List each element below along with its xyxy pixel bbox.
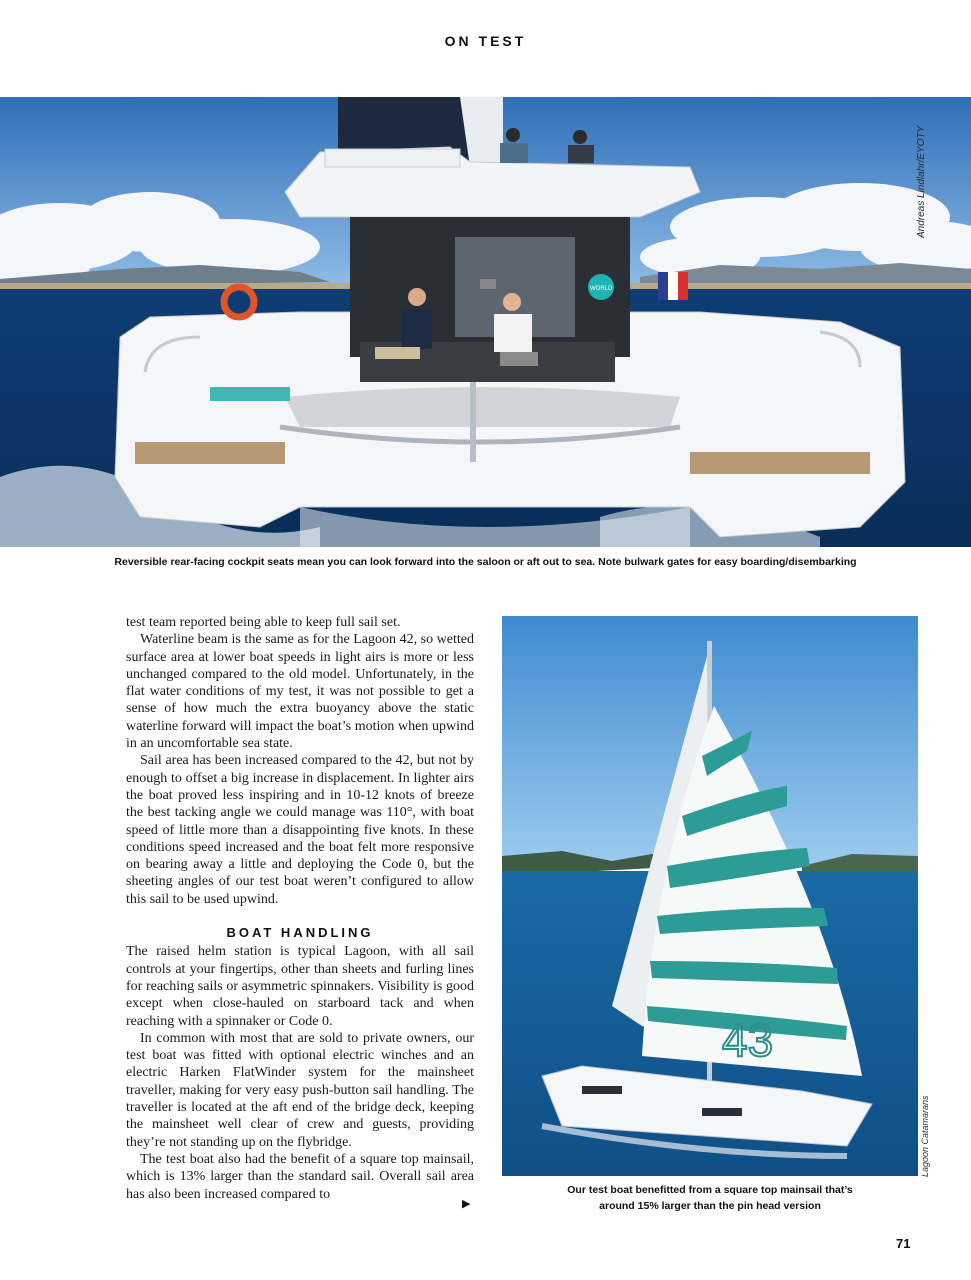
article-paragraph: test team reported being able to keep full sail set. xyxy=(126,615,401,630)
subhead-boat-handling: BOAT HANDLING xyxy=(226,925,374,941)
side-photo-credit: Lagoon Catamarans xyxy=(920,1095,930,1177)
side-caption-line: Our test boat benefitted from a square top mainsail that’s xyxy=(567,1184,853,1196)
world-logo-text: WORLD xyxy=(590,286,613,292)
catamaran-stern-photo xyxy=(0,97,971,547)
article-paragraph: The test boat also had the benefit of a square top mainsail, which is 13% larger than the standard sail. Overall sail area has also been increased compared to xyxy=(126,1151,474,1202)
side-photo-caption xyxy=(540,1182,880,1214)
side-caption-line: around 15% larger than the pin head version xyxy=(599,1200,821,1212)
sail-number: 43 xyxy=(722,1014,774,1066)
article-paragraph: Waterline beam is the same as for the Lagoon 42, so wetted surface area at lower boat speeds in light airs is more or less unchanged compared to the old model. Unfortunately, in the flat water conditions of my test, it was not possible to get a sense of how much the extra buoyancy above the static waterline forward will impact the boat’s motion when upwind in an uncomfortable sea state. xyxy=(126,632,474,752)
article-paragraph: The raised helm station is typical Lagoon, with all sail controls at your fingertips, other than sheets and furling lines for reaching sails or asymmetric spinnakers. Visibility is good except when close-hauled on starboard tack and when reaching with a spinnaker or Code 0. xyxy=(126,944,474,1029)
page-number: 71 xyxy=(896,1236,911,1251)
article-paragraph: In common with most that are sold to private owners, our test boat was fitted with optional electric winches and an electric Harken FlatWinder system for the mainsheet traveller, making for very easy push-button sail handling. The traveller is located at the aft end of the bridge deck, keeping the mainsheet well clear of crew and guests, providing they’re not standing up on the flybridge. xyxy=(126,1030,474,1150)
catamaran-sailing-photo xyxy=(502,616,918,1176)
article-body xyxy=(126,614,474,1203)
article-paragraph: Sail area has been increased compared to the 42, but not by enough to offset a big increase in displacement. In lighter airs the boat proved less inspiring and in 10-12 knots of breeze the best tacking angle we could manage was 110°, with boat speed of little more than a disappointing five knots. In these conditions speed increased and the boat felt more responsive on bearing away a little and deploying the Code 0, but the sheeting angles of our test boat weren’t configured to allow this sail to be used upwind. xyxy=(126,753,474,907)
main-photo-caption: Reversible rear-facing cockpit seats mean you can look forward into the saloon or aft out to sea. Note bulwark gates for easy boarding/disembarking xyxy=(114,556,857,568)
continue-arrow-icon: ▶ xyxy=(462,1197,471,1210)
section-header: ON TEST xyxy=(444,33,527,49)
main-photo-credit: Andreas Lindlahr/EYOTY xyxy=(916,125,927,238)
